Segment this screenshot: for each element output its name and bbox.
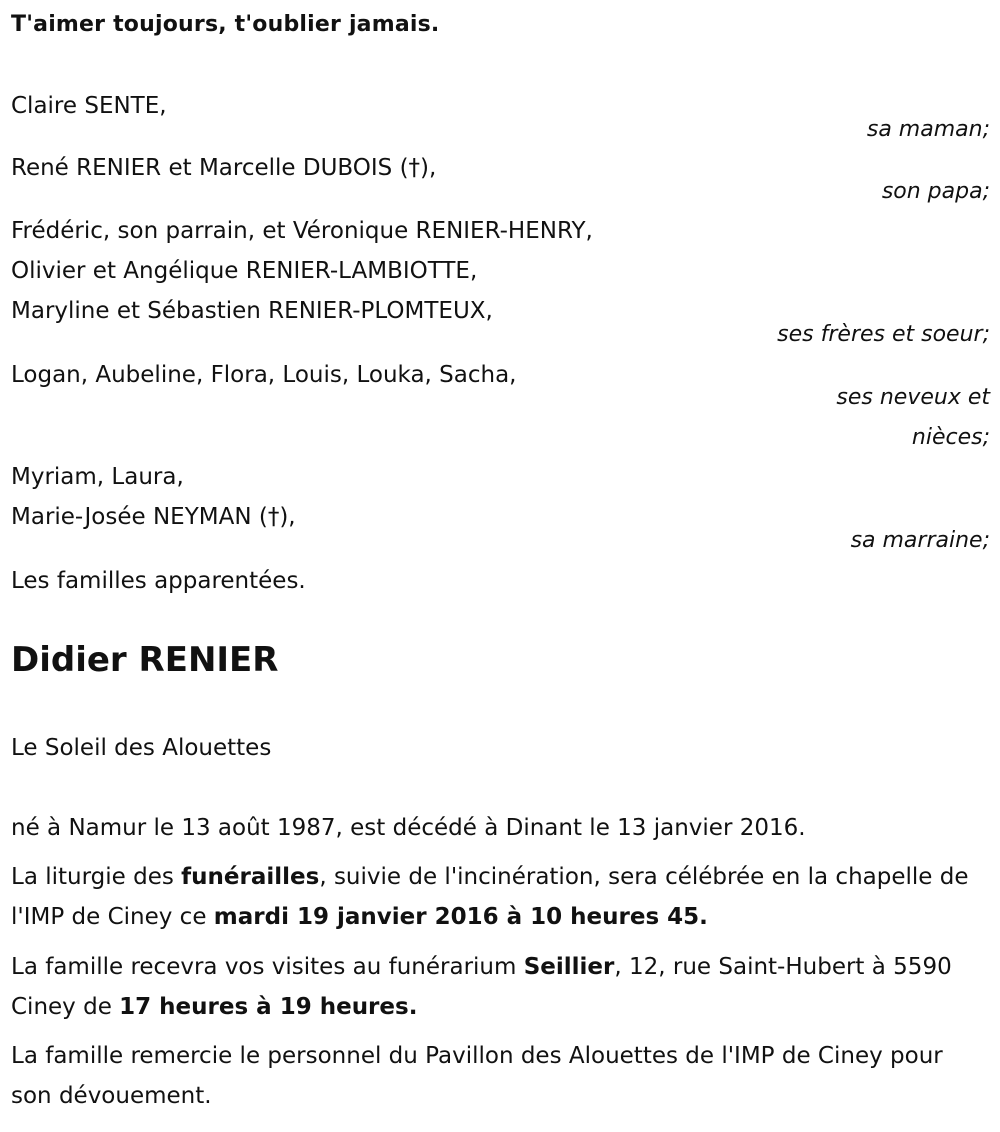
father-relation: son papa; xyxy=(881,179,990,204)
funeral-datetime: mardi 19 janvier 2016 à 10 heures 45. xyxy=(213,904,708,930)
relatives-line: Les familles apparentées. xyxy=(11,568,306,594)
funeral-text-2: , suivie de l'incinération, sera célébrée en la chapelle de l'IMP de Ciney ce xyxy=(11,864,969,930)
epigraph: T'aimer toujours, t'oublier jamais. xyxy=(11,12,440,37)
visits-hours: 17 heures à 19 heures. xyxy=(119,994,418,1020)
nephews-relation-line2: nièces; xyxy=(911,425,990,450)
sibling-line: Olivier et Angélique RENIER-LAMBIOTTE, xyxy=(11,258,478,284)
visits-text-2: , 12, rue Saint-Hubert à 5590 Ciney de xyxy=(11,954,952,1020)
godmother-relation: sa marraine; xyxy=(850,528,990,553)
funerarium-name: Seillier xyxy=(523,954,615,980)
residence: Le Soleil des Alouettes xyxy=(11,735,272,761)
godmother-line: Myriam, Laura, xyxy=(11,464,184,490)
nephews-names: Logan, Aubeline, Flora, Louis, Louka, Sacha, xyxy=(11,362,517,388)
obituary-notice xyxy=(11,0,990,1132)
sibling-line: Frédéric, son parrain, et Véronique RENIER-HENRY, xyxy=(11,218,593,244)
visits-paragraph xyxy=(11,947,986,1027)
deceased-name: Didier RENIER xyxy=(11,640,279,680)
siblings-relation: ses frères et soeur; xyxy=(777,322,990,347)
birth-death: né à Namur le 13 août 1987, est décédé à Dinant le 13 janvier 2016. xyxy=(11,815,806,841)
thanks-paragraph: La famille remercie le personnel du Pavillon des Alouettes de l'IMP de Ciney pour son dévouement. xyxy=(11,1043,943,1109)
sibling-line: Maryline et Sébastien RENIER-PLOMTEUX, xyxy=(11,298,493,324)
mother-relation: sa maman; xyxy=(866,117,990,142)
father-names: René RENIER et Marcelle DUBOIS (†), xyxy=(11,155,437,181)
visits-text-1: La famille recevra vos visites au funérarium xyxy=(11,954,524,980)
nephews-relation-line1: ses neveux et xyxy=(836,385,990,410)
funeral-emphasis: funérailles xyxy=(181,864,320,890)
mother-name: Claire SENTE, xyxy=(11,93,167,119)
funeral-paragraph xyxy=(11,857,986,937)
godmother-line: Marie-Josée NEYMAN (†), xyxy=(11,504,296,530)
funeral-text-1: La liturgie des xyxy=(11,864,182,890)
